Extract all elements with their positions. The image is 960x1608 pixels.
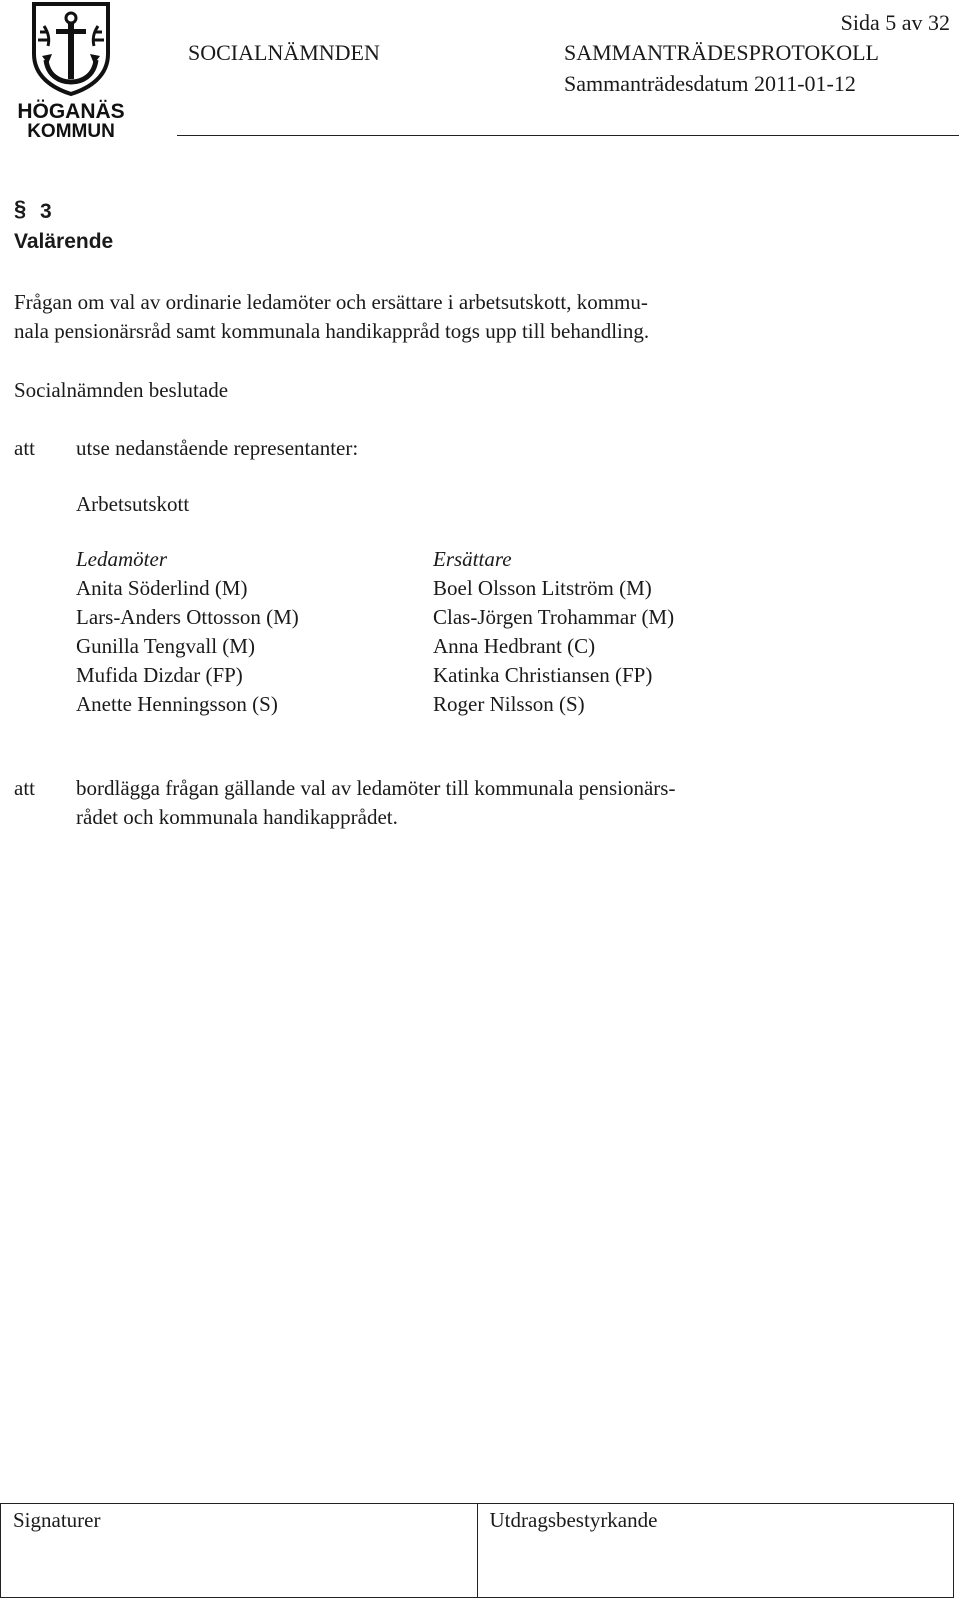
signatures-label: Signaturer [13, 1508, 101, 1532]
intro-paragraph [14, 288, 794, 346]
list-item: Anna Hedbrant (C) [433, 634, 596, 658]
intro-line: Frågan om val av ordinarie ledamöter och ersättare i arbetsutskott, kommu- [14, 290, 648, 314]
section-number: 3 [40, 200, 52, 223]
section-sign: § [14, 196, 27, 221]
header-divider [177, 135, 959, 136]
att-clause-line: rådet och kommunala handikapprådet. [76, 805, 398, 829]
municipality-logo [14, 2, 126, 140]
meeting-date: Sammanträdesdatum 2011-01-12 [564, 71, 856, 96]
section-title: Valärende [14, 230, 114, 253]
certification-label: Utdragsbestyrkande [489, 1508, 658, 1532]
organ-name: SOCIALNÄMNDEN [188, 40, 380, 65]
att-label: att [14, 436, 35, 460]
signature-table [0, 1503, 954, 1598]
list-item: Roger Nilsson (S) [433, 692, 585, 716]
list-item: Anette Henningsson (S) [76, 692, 278, 716]
members-list [76, 574, 299, 719]
signatures-cell [1, 1504, 477, 1597]
deputies-heading: Ersättare [433, 547, 512, 571]
list-item: Gunilla Tengvall (M) [76, 634, 255, 658]
group-title: Arbetsutskott [76, 492, 190, 516]
att-clause: utse nedanstående representanter: [76, 436, 359, 460]
page-number: Sida 5 av 32 [840, 10, 950, 35]
members-column [76, 545, 299, 719]
att-label: att [14, 776, 35, 800]
att-clause [76, 774, 796, 832]
att-clause-line: bordlägga frågan gällande val av ledamöter till kommunala pensionärs- [76, 776, 676, 800]
logo-text-kommun: KOMMUN [27, 121, 115, 140]
list-item: Boel Olsson Litström (M) [433, 576, 652, 600]
list-item: Anita Söderlind (M) [76, 576, 248, 600]
decision-heading: Socialnämnden beslutade [14, 378, 229, 402]
intro-line: nala pensionärsråd samt kommunala handikappråd togs upp till behandling. [14, 319, 650, 343]
document-type: SAMMANTRÄDESPROTOKOLL [564, 40, 879, 65]
list-item: Katinka Christiansen (FP) [433, 663, 653, 687]
list-item: Lars-Anders Ottosson (M) [76, 605, 299, 629]
anchor-coat-of-arms-icon [14, 2, 126, 140]
members-heading: Ledamöter [76, 547, 167, 571]
list-item: Clas-Jörgen Trohammar (M) [433, 605, 675, 629]
deputies-column [433, 545, 674, 719]
deputies-list [433, 574, 674, 719]
list-item: Mufida Dizdar (FP) [76, 663, 243, 687]
certification-cell [477, 1504, 954, 1597]
logo-text-hoganas: HÖGANÄS [17, 100, 125, 123]
